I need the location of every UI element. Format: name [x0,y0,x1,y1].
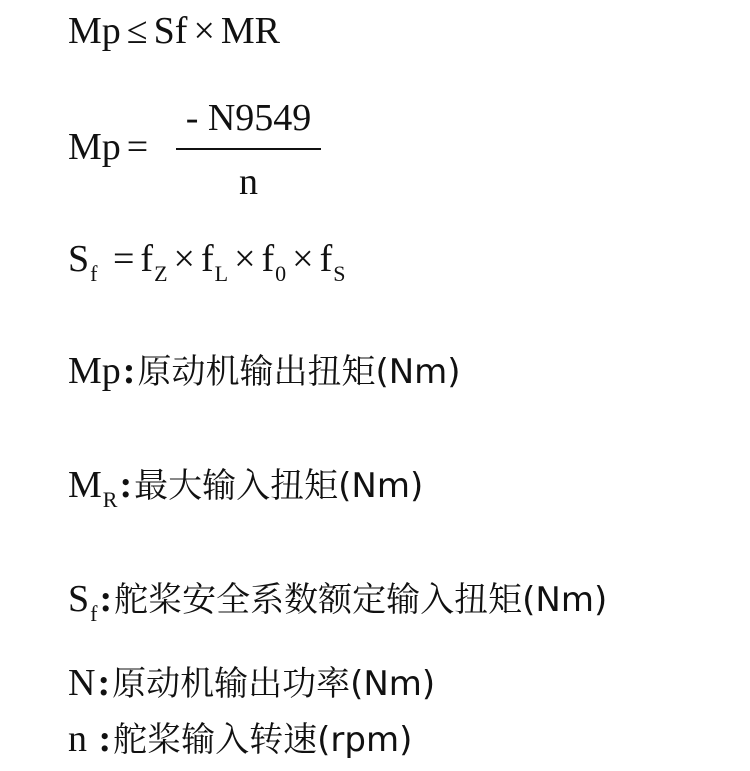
definition-sf [68,578,608,626]
definition-n-power [68,664,435,702]
definition-colon: : [97,662,111,704]
times-operator: × [234,238,256,280]
fs-symbol: f [319,238,333,280]
definition-symbol: S [68,578,90,620]
mp-symbol: Mp [68,126,121,168]
fs-subscript: S [333,261,346,286]
definition-subscript: f [90,601,98,626]
definition-colon: : [89,718,112,760]
fl-symbol: f [200,238,214,280]
formula-sf-definition [68,238,346,286]
times-operator: × [292,238,314,280]
definition-text: 舵桨安全系数额定输入扭矩(Nm) [114,580,608,620]
leq-operator: ≤ [126,10,148,52]
definition-symbol: n [68,718,87,760]
definition-colon: : [99,578,113,620]
mr-symbol: MR [220,10,281,52]
definition-text: 舵桨输入转速(rpm) [113,720,413,760]
fraction-denominator: n [239,161,258,203]
formula-inequality [68,12,280,50]
fraction [176,96,321,204]
equals-operator: = [112,238,135,280]
definition-colon: : [122,350,136,392]
definition-symbol: Mp [68,350,121,392]
times-operator: × [193,10,215,52]
mp-symbol: Mp [68,10,121,52]
definition-colon: : [119,464,133,506]
definition-symbol: N [68,662,96,704]
definition-mr [68,464,424,512]
definition-text: 原动机输出功率(Nm) [112,664,436,704]
s-symbol: S [68,238,90,280]
definition-text: 最大输入扭矩(Nm) [134,466,424,506]
definition-n-speed [68,720,412,758]
fz-symbol: f [140,238,154,280]
equals-operator: = [126,126,149,168]
definition-subscript: R [102,487,118,512]
sf-symbol: Sf [153,10,188,52]
definition-mp [68,352,461,390]
definition-symbol: M [68,464,102,506]
fl-subscript: L [214,261,229,286]
f0-symbol: f [261,238,275,280]
s-subscript: f [90,261,98,286]
definition-text: 原动机输出扭矩(Nm) [137,352,461,392]
formula-mp-definition [68,128,154,166]
fz-subscript: Z [154,261,168,286]
fraction-numerator: - N9549 [176,96,321,150]
times-operator: × [173,238,195,280]
f0-subscript: 0 [275,261,287,286]
